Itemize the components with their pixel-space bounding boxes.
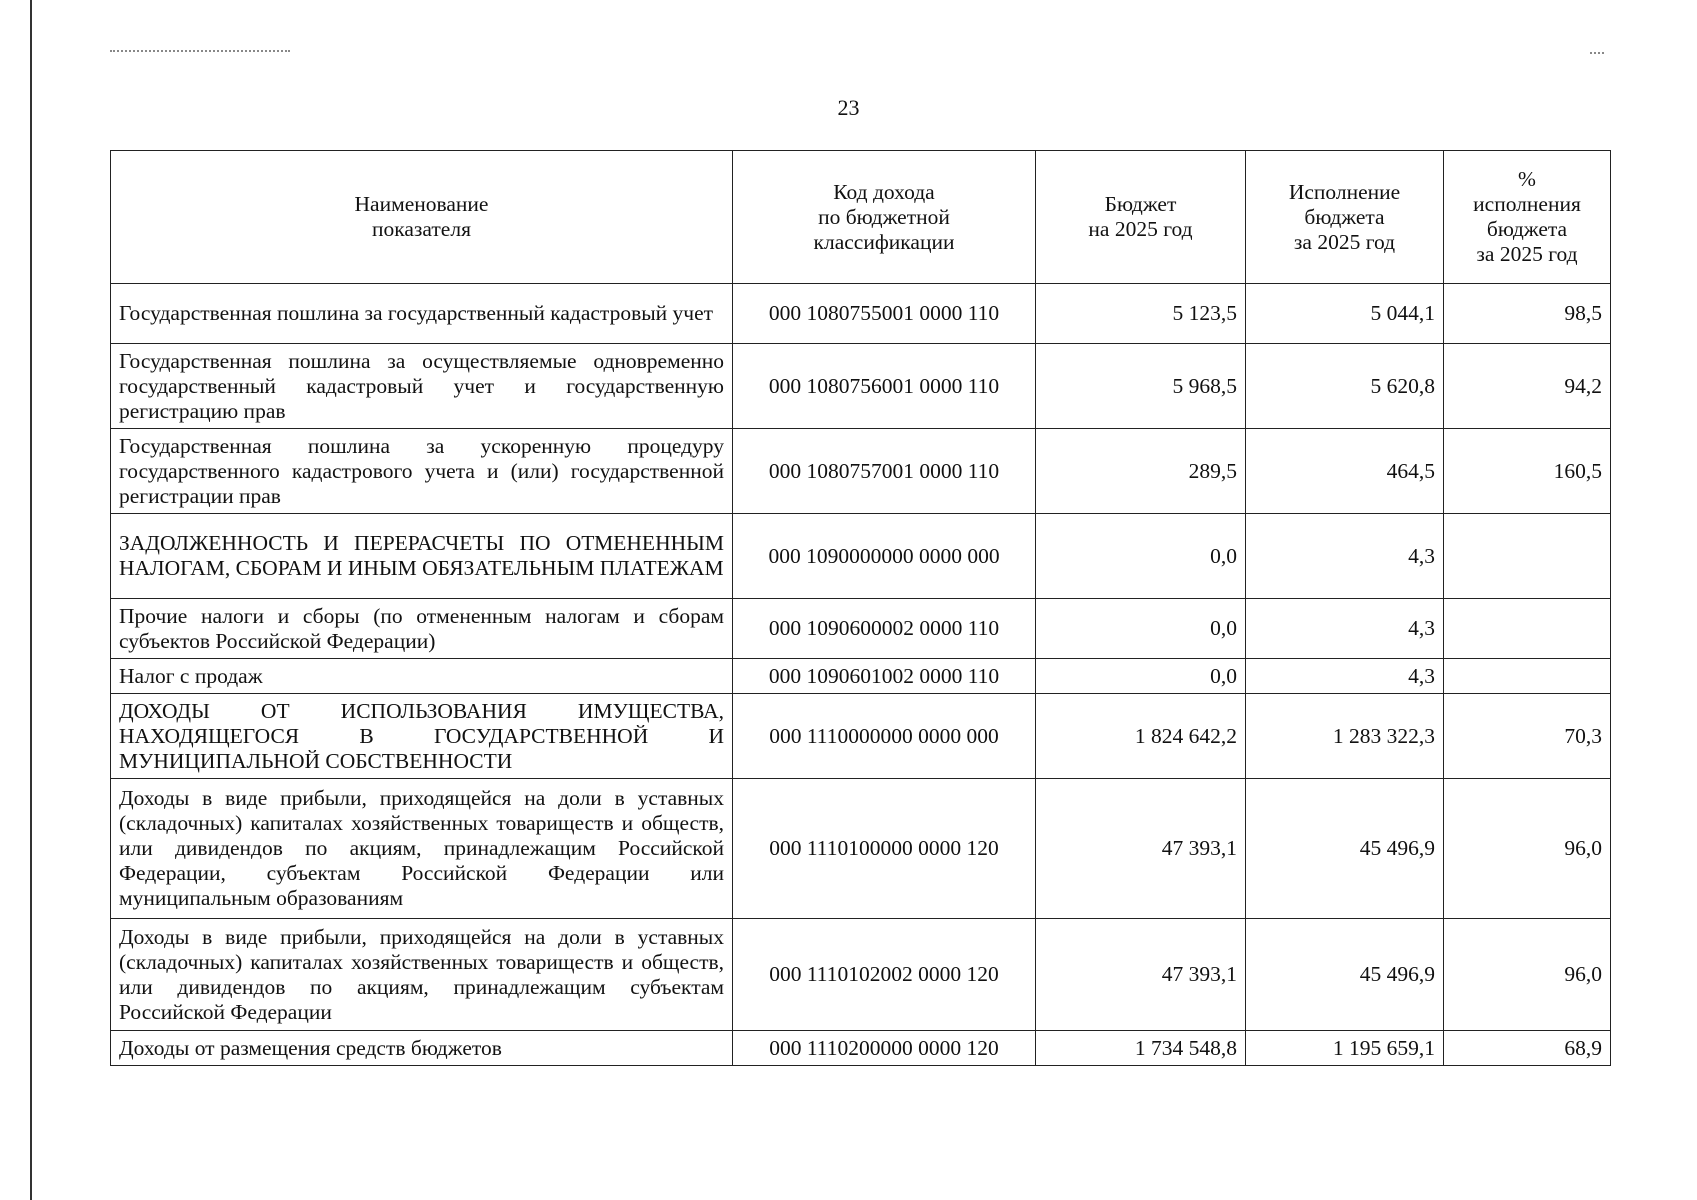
scan-left-border bbox=[30, 0, 32, 1200]
header-code: Код дохода по бюджетной классификации bbox=[733, 151, 1036, 284]
row-code: 000 1110200000 0000 120 bbox=[733, 1031, 1036, 1066]
row-budget: 289,5 bbox=[1036, 429, 1246, 514]
table-row bbox=[111, 659, 1611, 694]
table-row bbox=[111, 1031, 1611, 1066]
row-name: Государственная пошлина за государственный кадастровый учет bbox=[111, 284, 733, 344]
row-code: 000 1080755001 0000 110 bbox=[733, 284, 1036, 344]
row-execution: 5 044,1 bbox=[1246, 284, 1444, 344]
row-percent bbox=[1444, 659, 1611, 694]
budget-table bbox=[110, 150, 1611, 1066]
row-execution: 1 195 659,1 bbox=[1246, 1031, 1444, 1066]
row-execution: 4,3 bbox=[1246, 514, 1444, 599]
row-percent: 68,9 bbox=[1444, 1031, 1611, 1066]
row-percent: 94,2 bbox=[1444, 344, 1611, 429]
row-name: ЗАДОЛЖЕННОСТЬ И ПЕРЕРАСЧЕТЫ ПО ОТМЕНЕННЫМ НАЛОГАМ, СБОРАМ И ИНЫМ ОБЯЗАТЕЛЬНЫМ ПЛАТЕЖАМ bbox=[111, 514, 733, 599]
row-code: 000 1110100000 0000 120 bbox=[733, 779, 1036, 919]
row-name: Государственная пошлина за осуществляемые одновременно государственный кадастровый учет и государственную регистрацию прав bbox=[111, 344, 733, 429]
row-budget: 5 123,5 bbox=[1036, 284, 1246, 344]
table-row bbox=[111, 919, 1611, 1031]
scan-artifact-right bbox=[1590, 52, 1604, 56]
row-code: 000 1080756001 0000 110 bbox=[733, 344, 1036, 429]
table-row bbox=[111, 694, 1611, 779]
header-execution: Исполнение бюджета за 2025 год bbox=[1246, 151, 1444, 284]
table-row bbox=[111, 779, 1611, 919]
row-execution: 464,5 bbox=[1246, 429, 1444, 514]
row-execution: 4,3 bbox=[1246, 659, 1444, 694]
row-name: Прочие налоги и сборы (по отмененным налогам и сборам субъектов Российской Федерации) bbox=[111, 599, 733, 659]
row-percent: 70,3 bbox=[1444, 694, 1611, 779]
row-budget: 1 734 548,8 bbox=[1036, 1031, 1246, 1066]
row-code: 000 1110000000 0000 000 bbox=[733, 694, 1036, 779]
row-execution: 1 283 322,3 bbox=[1246, 694, 1444, 779]
row-name: Государственная пошлина за ускоренную процедуру государственного кадастрового учета и (или) государственной регистрации прав bbox=[111, 429, 733, 514]
row-budget: 0,0 bbox=[1036, 514, 1246, 599]
scan-artifact-left bbox=[110, 50, 290, 54]
row-name: ДОХОДЫ ОТ ИСПОЛЬЗОВАНИЯ ИМУЩЕСТВА, НАХОДЯЩЕГОСЯ В ГОСУДАРСТВЕННОЙ И МУНИЦИПАЛЬНОЙ СОБСТВЕННОСТИ bbox=[111, 694, 733, 779]
table-row bbox=[111, 514, 1611, 599]
row-budget: 1 824 642,2 bbox=[1036, 694, 1246, 779]
header-percent: % исполнения бюджета за 2025 год bbox=[1444, 151, 1611, 284]
row-code: 000 1090601002 0000 110 bbox=[733, 659, 1036, 694]
row-budget: 0,0 bbox=[1036, 659, 1246, 694]
row-name: Доходы в виде прибыли, приходящейся на доли в уставных (складочных) капиталах хозяйственных товариществ и обществ, или дивидендов по акциям, принадлежащим субъектам Российской Федерации bbox=[111, 919, 733, 1031]
table-row bbox=[111, 599, 1611, 659]
row-name: Налог с продаж bbox=[111, 659, 733, 694]
table-row bbox=[111, 429, 1611, 514]
row-execution: 45 496,9 bbox=[1246, 919, 1444, 1031]
row-execution: 45 496,9 bbox=[1246, 779, 1444, 919]
row-name: Доходы в виде прибыли, приходящейся на доли в уставных (складочных) капиталах хозяйственных товариществ и обществ, или дивидендов по акциям, принадлежащим Российской Федерации, субъектам Российской Федерации или муниципальным образованиям bbox=[111, 779, 733, 919]
row-budget: 5 968,5 bbox=[1036, 344, 1246, 429]
row-percent: 96,0 bbox=[1444, 919, 1611, 1031]
table-header-row bbox=[111, 151, 1611, 284]
row-execution: 5 620,8 bbox=[1246, 344, 1444, 429]
row-percent: 96,0 bbox=[1444, 779, 1611, 919]
header-name: Наименование показателя bbox=[111, 151, 733, 284]
row-percent: 160,5 bbox=[1444, 429, 1611, 514]
row-execution: 4,3 bbox=[1246, 599, 1444, 659]
row-code: 000 1080757001 0000 110 bbox=[733, 429, 1036, 514]
table-row bbox=[111, 344, 1611, 429]
row-budget: 47 393,1 bbox=[1036, 779, 1246, 919]
row-name: Доходы от размещения средств бюджетов bbox=[111, 1031, 733, 1066]
table-row bbox=[111, 284, 1611, 344]
page-number: 23 bbox=[837, 95, 860, 120]
row-budget: 47 393,1 bbox=[1036, 919, 1246, 1031]
row-budget: 0,0 bbox=[1036, 599, 1246, 659]
header-budget: Бюджет на 2025 год bbox=[1036, 151, 1246, 284]
row-percent: 98,5 bbox=[1444, 284, 1611, 344]
row-code: 000 1090000000 0000 000 bbox=[733, 514, 1036, 599]
row-code: 000 1110102002 0000 120 bbox=[733, 919, 1036, 1031]
row-code: 000 1090600002 0000 110 bbox=[733, 599, 1036, 659]
row-percent bbox=[1444, 599, 1611, 659]
row-percent bbox=[1444, 514, 1611, 599]
